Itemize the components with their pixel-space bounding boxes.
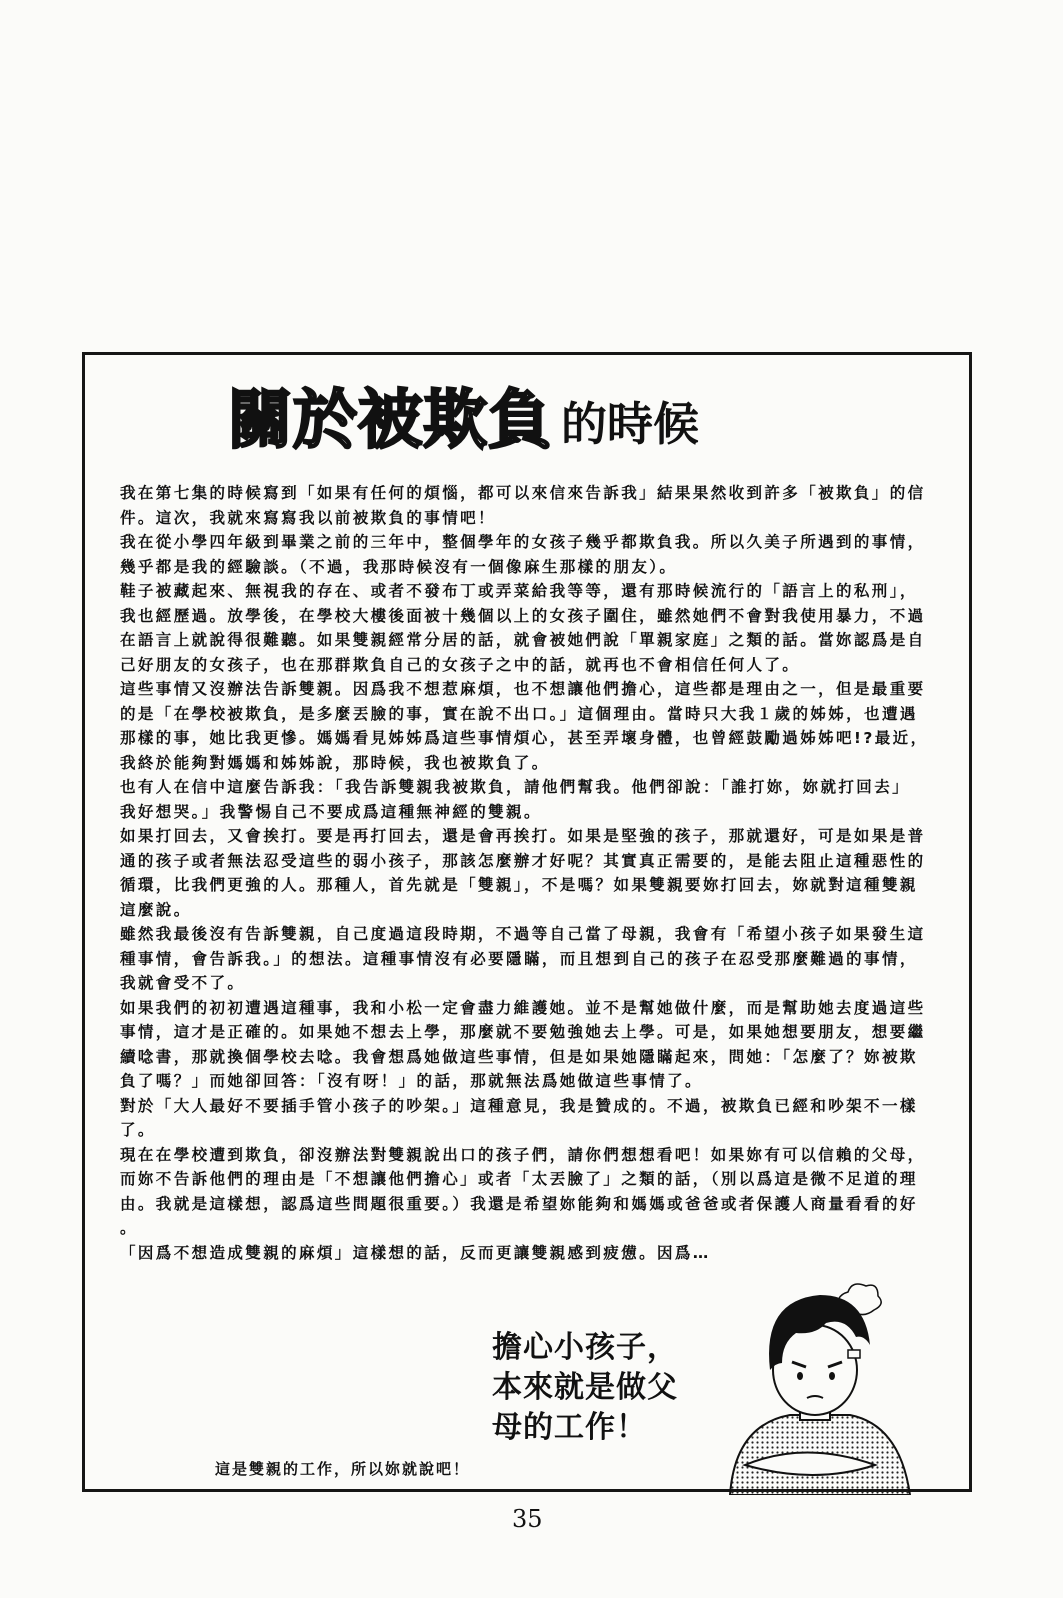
text-line: 現在在學校遭到欺負，卻沒辦法對雙親說出口的孩子們，請你們想想看吧！如果妳有可以信賴的父母， <box>120 1145 926 1164</box>
text-line: 如果打回去，又會挨打。要是再打回去，還是會再挨打。如果是堅強的孩子，那就還好，可是如果是普 <box>120 827 926 845</box>
text-line: 循環，比我們更強的人。那種人，首先就是「雙親」，不是嗎？如果雙親要妳打回去，妳就對這種雙親 <box>120 876 918 894</box>
text-line: 而妳不告訴他們的理由是「不想讓他們擔心」或者「太丟臉了」之類的話，（別以爲這是微不足道的理 <box>120 1170 918 1188</box>
speech-bubble-text <box>492 1328 678 1448</box>
text-line: 我在第七集的時候寫到「如果有任何的煩惱，都可以來信來告訴我」結果果然收到許多「被欺負」的信 <box>120 484 926 502</box>
text-line: 事情，這才是正確的。如果她不想去上學，那麼就不要勉強她去上學。可是，如果她想要朋友，想要繼 <box>120 1023 926 1041</box>
caption: 這是雙親的工作，所以妳就說吧！ <box>215 1460 471 1478</box>
speech-line: 母的工作！ <box>492 1410 647 1445</box>
text-line: 這麼說。 <box>120 900 192 919</box>
text-line: 我好想哭。」我警惕自己不要成爲這種無神經的雙親。 <box>120 802 542 821</box>
text-line: 種事情，會告訴我。」的想法。這種事情沒有必要隱瞞，而且想到自己的孩子在忍受那麼難過的事情， <box>120 949 918 968</box>
text-line: 己好朋友的女孩子，也在那群欺負自己的女孩子之中的話，就再也不會相信任何人了。 <box>120 655 801 674</box>
text-line: 通的孩子或者無法忍受這些的弱小孩子，那該怎麼辦才好呢？其實真正需要的，是能去阻止這種惡性的 <box>120 851 926 870</box>
text-line: 。 <box>120 1219 138 1237</box>
title-solid: 的時候 <box>561 397 699 451</box>
text-line: 我終於能夠對媽媽和姊姊說，那時候，我也被欺負了。 <box>120 753 550 772</box>
speech-line: 擔心小孩子， <box>492 1330 678 1365</box>
text-line: 我在從小學四年級到畢業之前的三年中，整個學年的女孩子幾乎都欺負我。所以久美子所遇到的事情， <box>120 533 926 551</box>
text-line: 那樣的事，她比我更慘。媽媽看見姊姊爲這些事情煩心，甚至弄壞身體，也曾經鼓勵過姊姊吧!?最近， <box>120 729 929 747</box>
text-line: 負了嗎？」而她卻回答：「沒有呀！」的話，那就無法爲她做這些事情了。 <box>120 1072 703 1090</box>
text-line: 由。我就是這樣想，認爲這些問題很重要。）我還是希望妳能夠和媽媽或爸爸或者保護人商量看看的好 <box>120 1194 918 1213</box>
text-line: 對於「大人最好不要插手管小孩子的吵架。」這種意見，我是贊成的。不過，被欺負已經和吵架不一樣 <box>120 1096 918 1115</box>
text-line: 我也經歷過。放學後，在學校大樓後面被十幾個以上的女孩子圍住，雖然她們不會對我使用暴力，不過 <box>120 606 926 625</box>
article-body <box>120 481 950 1265</box>
text-line: 鞋子被藏起來、無視我的存在、或者不發布丁或弄菜給我等等，還有那時候流行的「語言上的私刑」， <box>120 582 918 600</box>
girl-illustration-icon <box>700 1270 980 1495</box>
text-line: 了。 <box>120 1121 156 1139</box>
text-line: 續唸書，那就換個學校去唸。我會想爲她做這些事情，但是如果她隱瞞起來，問她：「怎麼了？妳被欺 <box>120 1047 918 1066</box>
page-number: 35 <box>512 1505 543 1533</box>
page-title <box>228 370 699 460</box>
text-line: 幾乎都是我的經驗談。（不過，我那時候沒有一個像麻生那樣的朋友）。 <box>120 557 678 576</box>
text-line: 這些事情又沒辦法告訴雙親。因爲我不想惹麻煩，也不想讓他們擔心，這些都是理由之一，但是最重要 <box>120 680 926 698</box>
title-outlined: 關於被欺負 <box>228 384 553 458</box>
text-line: 在語言上就說得很難聽。如果雙親經常分居的話，就會被她們說「單親家庭」之類的話。當妳認爲是自 <box>120 631 926 649</box>
text-line: 如果我們的初初遭遇這種事，我和小松一定會盡力維護她。並不是幫她做什麼，而是幫助她去度過這些 <box>120 998 926 1017</box>
text-line: 「因爲不想造成雙親的麻煩」這樣想的話，反而更讓雙親感到疲憊。因爲… <box>120 1243 711 1262</box>
text-line: 雖然我最後沒有告訴雙親，自己度過這段時期，不過等自己當了母親，我會有「希望小孩子如果發生這 <box>120 925 926 943</box>
text-line: 我就會受不了。 <box>120 974 246 992</box>
text-line: 的是「在學校被欺負，是多麼丟臉的事，實在說不出口。」這個理由。當時只大我１歲的姊姊，也遭遇 <box>120 704 918 723</box>
text-line: 也有人在信中這麼告訴我：「我告訴雙親我被欺負，請他們幫我。他們卻說：「誰打妳，妳就打回去」 <box>120 778 911 796</box>
speech-line: 本來就是做父 <box>492 1370 678 1405</box>
text-line: 件。這次，我就來寫寫我以前被欺負的事情吧！ <box>120 508 496 527</box>
